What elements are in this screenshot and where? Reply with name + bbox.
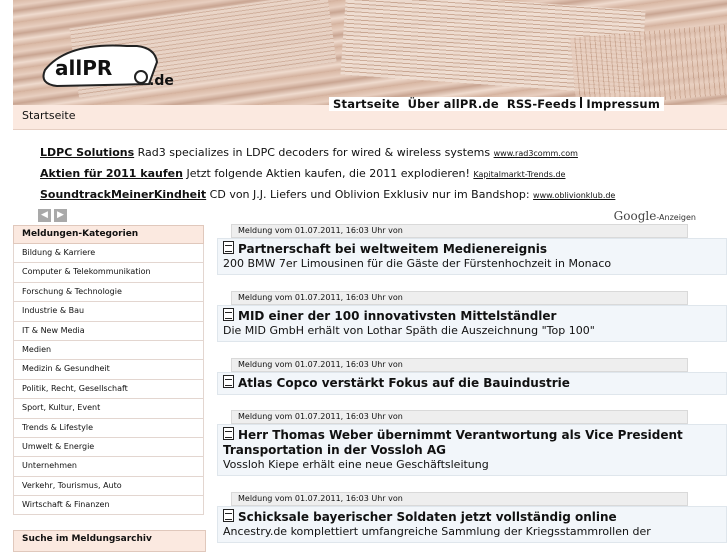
- sidebar-item-sport[interactable]: Sport, Kultur, Event: [13, 399, 204, 418]
- ad-url-link[interactable]: www.oblivionklub.de: [533, 191, 616, 200]
- ad-text: Rad3 specializes in LDPC decoders for wired & wireless systems: [137, 146, 491, 159]
- top-navigation: [329, 97, 664, 111]
- news-title-text: MID einer der 100 innovativsten Mittelständler: [238, 309, 557, 323]
- news-meta: Meldung vom 01.07.2011, 16:03 Uhr von: [231, 358, 688, 372]
- news-subtitle: 200 BMW 7er Limousinen für die Gäste der Fürstenhochzeit in Monaco: [223, 257, 612, 270]
- sidebar-item-unternehmen[interactable]: Unternehmen: [13, 457, 204, 476]
- news-item: [217, 358, 727, 395]
- nav-impressum[interactable]: Impressum: [586, 97, 660, 111]
- news-item: [217, 224, 727, 275]
- news-title-text: Herr Thomas Weber übernimmt Verantwortung als Vice President Transportation in der Vossloh AG: [223, 428, 683, 457]
- document-icon: [223, 241, 234, 254]
- sidebar-item-medien[interactable]: Medien: [13, 341, 204, 360]
- sidebar-item-medizin[interactable]: Medizin & Gesundheit: [13, 360, 204, 379]
- ad-title-link[interactable]: LDPC Solutions: [40, 146, 135, 159]
- news-title-text: Schicksale bayerischer Soldaten jetzt vollständig online: [238, 510, 617, 524]
- nav-rss-feeds[interactable]: RSS-Feeds: [506, 97, 577, 111]
- news-title-link[interactable]: [223, 427, 721, 458]
- logo-tld: .de: [149, 73, 174, 89]
- sidebar-item-trends[interactable]: Trends & Lifestyle: [13, 419, 204, 438]
- sidebar-item-wirtschaft[interactable]: Wirtschaft & Finanzen: [13, 496, 204, 515]
- google-ads-label[interactable]: [614, 209, 696, 223]
- header-banner: [13, 0, 727, 105]
- chevron-right-icon[interactable]: ▶: [54, 209, 67, 222]
- sidebar-item-forschung[interactable]: Forschung & Technologie: [13, 283, 204, 302]
- sidebar-item-it-new-media[interactable]: IT & New Media: [13, 322, 204, 341]
- news-meta: Meldung vom 01.07.2011, 16:03 Uhr von: [231, 492, 688, 506]
- news-box: [217, 372, 727, 395]
- anzeigen-label: -Anzeigen: [656, 213, 696, 222]
- ad-item: [40, 167, 565, 180]
- ad-url-link[interactable]: Kapitalmarkt-Trends.de: [473, 170, 566, 179]
- news-item: [217, 492, 727, 543]
- news-title-text: Partnerschaft bei weltweitem Medienereignis: [238, 242, 548, 256]
- news-title-text: Atlas Copco verstärkt Fokus auf die Bauindustrie: [238, 376, 570, 390]
- news-meta: Meldung vom 01.07.2011, 16:03 Uhr von: [231, 410, 688, 424]
- news-item: [217, 291, 727, 342]
- sidebar-item-umwelt[interactable]: Umwelt & Energie: [13, 438, 204, 457]
- nav-startseite[interactable]: Startseite: [333, 97, 400, 111]
- news-title-link[interactable]: [223, 241, 721, 257]
- ad-url-link[interactable]: www.rad3comm.com: [493, 149, 578, 158]
- ad-item: [40, 146, 578, 159]
- ad-item: [40, 188, 615, 201]
- news-box: [217, 506, 727, 543]
- category-sidebar: [13, 225, 204, 515]
- news-title-link[interactable]: [223, 308, 721, 324]
- breadcrumb-current: Startseite: [22, 109, 76, 122]
- news-meta: Meldung vom 01.07.2011, 16:03 Uhr von: [231, 224, 688, 238]
- archive-search-header: Suche im Meldungsarchiv: [13, 530, 206, 552]
- news-box: [217, 305, 727, 342]
- news-subtitle: Vossloh Kiepe erhält eine neue Geschäftsleitung: [223, 458, 489, 471]
- document-icon: [223, 308, 234, 321]
- news-subtitle: Ancestry.de komplettiert umfangreiche Sammlung der Kriegsstammrollen der: [223, 525, 651, 538]
- category-header: Meldungen-Kategorien: [13, 225, 204, 244]
- logo-brand: allPR: [55, 56, 113, 80]
- sidebar-item-politik[interactable]: Politik, Recht, Gesellschaft: [13, 380, 204, 399]
- sidebar-item-computer[interactable]: Computer & Telekommunikation: [13, 263, 204, 282]
- news-box: [217, 424, 727, 476]
- nav-ueber[interactable]: Über allPR.de: [407, 97, 499, 111]
- sidebar-item-industrie[interactable]: Industrie & Bau: [13, 302, 204, 321]
- allpr-logo[interactable]: [37, 40, 187, 90]
- news-subtitle: Die MID GmbH erhält von Lothar Späth die Auszeichnung "Top 100": [223, 324, 595, 337]
- news-title-link[interactable]: [223, 375, 721, 391]
- ad-title-link[interactable]: SoundtrackMeinerKindheit: [40, 188, 207, 201]
- google-label: Google: [613, 209, 657, 223]
- document-icon: [223, 375, 234, 388]
- ad-title-link[interactable]: Aktien für 2011 kaufen: [40, 167, 183, 180]
- document-icon: [223, 427, 234, 440]
- news-box: [217, 238, 727, 275]
- sidebar-item-bildung[interactable]: Bildung & Karriere: [13, 244, 204, 263]
- news-meta: Meldung vom 01.07.2011, 16:03 Uhr von: [231, 291, 688, 305]
- ad-text: Jetzt folgende Aktien kaufen, die 2011 explodieren!: [186, 167, 470, 180]
- ad-text: CD von J.J. Liefers und Oblivion Exklusiv nur im Bandshop:: [209, 188, 530, 201]
- news-item: [217, 410, 727, 476]
- sidebar-item-verkehr[interactable]: Verkehr, Tourismus, Auto: [13, 477, 204, 496]
- news-title-link[interactable]: [223, 509, 721, 525]
- document-icon: [223, 509, 234, 522]
- chevron-left-icon[interactable]: ◀: [38, 209, 51, 222]
- ad-navigation: [38, 209, 67, 222]
